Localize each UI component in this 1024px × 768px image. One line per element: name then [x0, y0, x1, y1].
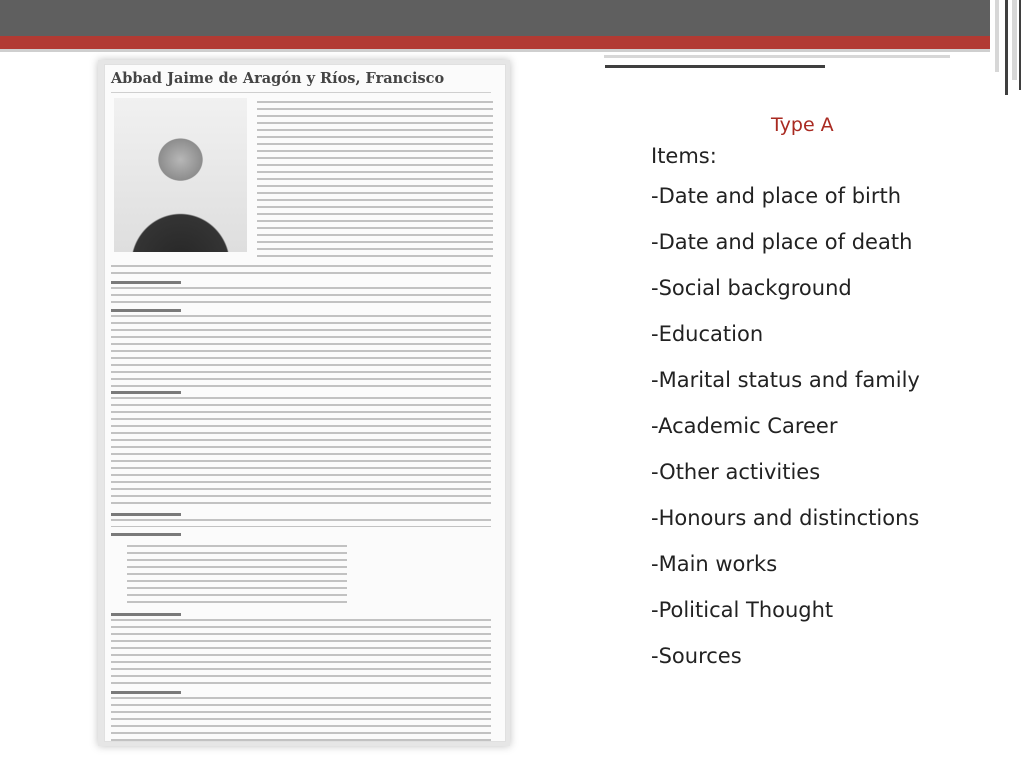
- header-underline: [604, 55, 950, 58]
- header-underline: [605, 65, 825, 68]
- scanned-text-block: [111, 315, 491, 387]
- portrait-photo: [114, 98, 247, 252]
- scanned-section-heading: [111, 309, 181, 312]
- scanned-section-heading: [111, 281, 181, 284]
- list-item: -Main works: [651, 552, 778, 576]
- scanned-section-heading: [111, 613, 181, 616]
- list-item: -Education: [651, 322, 764, 346]
- list-item: -Social background: [651, 276, 852, 300]
- scanned-text-block: [257, 101, 493, 261]
- scanned-text-block: [111, 287, 491, 303]
- corner-line: [1005, 0, 1008, 95]
- scanned-text-block: [111, 697, 491, 741]
- list-item: -Date and place of birth: [651, 184, 902, 208]
- scanned-text-block: [111, 619, 491, 687]
- scanned-biography-page: [104, 64, 506, 742]
- header-rule: [0, 49, 1024, 52]
- list-item: -Academic Career: [651, 414, 838, 438]
- list-item: -Political Thought: [651, 598, 834, 622]
- items-list: [651, 181, 920, 687]
- corner-line: [1012, 0, 1017, 80]
- scanned-page-title: Abbad Jaime de Aragón y Ríos, Francisco: [111, 70, 445, 87]
- list-item: -Other activities: [651, 460, 821, 484]
- scanned-text-block: [111, 519, 491, 527]
- items-heading: Items:: [651, 144, 717, 168]
- scanned-text-block: [127, 545, 347, 607]
- list-item: -Sources: [651, 644, 742, 668]
- scanned-page-rule: [111, 92, 491, 93]
- scanned-section-heading: [111, 391, 181, 394]
- list-item: -Honours and distinctions: [651, 506, 920, 530]
- scanned-section-heading: [111, 533, 181, 536]
- scanned-text-block: [111, 397, 491, 509]
- scanned-text-block: [111, 265, 491, 277]
- list-item: -Marital status and family: [651, 368, 920, 392]
- header-band: [0, 0, 1024, 36]
- corner-line: [995, 0, 999, 72]
- header-accent-band: [0, 36, 1024, 49]
- scanned-section-heading: [111, 691, 181, 694]
- type-label: Type A: [771, 114, 834, 136]
- list-item: -Date and place of death: [651, 230, 913, 254]
- corner-line: [1019, 0, 1021, 90]
- scanned-section-heading: [111, 513, 181, 516]
